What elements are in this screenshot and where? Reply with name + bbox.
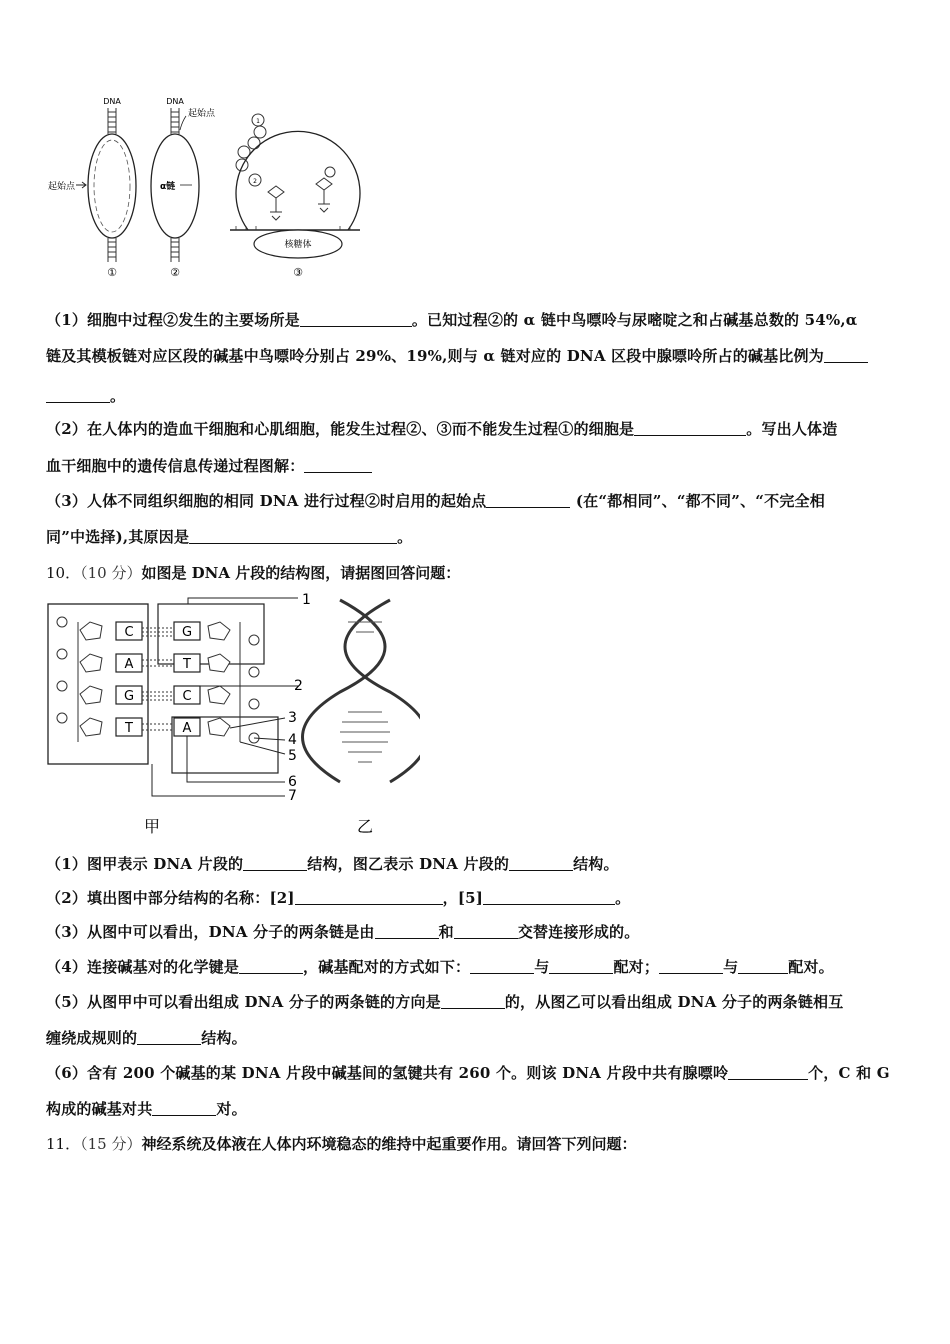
answer-blank[interactable]: [239, 957, 303, 974]
dna-ladder-bottom-2: [171, 238, 179, 262]
answer-blank[interactable]: [634, 419, 746, 436]
bead: [254, 126, 266, 138]
base-right: C: [182, 689, 192, 704]
dna-ladder-top-2: [171, 108, 179, 134]
answer-blank[interactable]: [300, 310, 412, 327]
answer-blank[interactable]: [549, 957, 613, 974]
phosphate-group-right: [249, 635, 259, 743]
svg-text:2: 2: [253, 178, 257, 185]
transcription-translation-figure: [40, 92, 370, 282]
answer-blank[interactable]: [728, 1063, 808, 1080]
bead: [248, 137, 260, 149]
trna-left: [268, 186, 284, 220]
answer-blank[interactable]: [46, 386, 110, 403]
base-left: A: [124, 657, 134, 672]
start-point-label-top: 起始点: [188, 109, 216, 119]
caption-yi: 乙: [356, 817, 374, 836]
answer-blank[interactable]: [295, 888, 443, 905]
q9-sub3-line2: 同”中选择),其原因是 。: [46, 528, 413, 546]
q9-sub2-line2: 血干细胞中的遗传信息传递过程图解：: [46, 448, 906, 484]
ribosome-label: 核糖体: [284, 240, 312, 250]
base-left: C: [124, 625, 134, 640]
q10-sub6-line2: 构成的碱基对共 对。: [46, 1100, 247, 1118]
label-1: 1: [302, 592, 311, 608]
dna-structure-figure: [40, 592, 420, 842]
dna-label-2: DNA: [166, 97, 184, 106]
q10-sub6: （6）含有 200 个碱基的某 DNA 片段中碱基间的氢键共有 260 个。则该 DNA 片段中共有腺嘌呤 个，C 和 G: [46, 1064, 890, 1082]
q10-sub5-line2: 缠绕成规则的 结构。: [46, 1029, 247, 1047]
q9-sub1-line3: 。: [46, 378, 906, 414]
start-point-arrow-icon: [76, 182, 86, 188]
trna-right: [316, 167, 335, 212]
deoxyribose-left: [80, 622, 102, 736]
label-4: 4: [288, 732, 297, 748]
label-2: 2: [294, 678, 303, 694]
circle-number-3: ③: [293, 266, 303, 279]
phosphate-group-left: [57, 617, 67, 723]
alpha-chain-label: α链: [160, 182, 176, 192]
answer-blank[interactable]: [659, 957, 723, 974]
q9-sub1-line2: 链及其模板链对应区段的碱基中鸟嘌呤分别占 29%、19%,则与 α 链对应的 DNA 区段中腺嘌呤所占的碱基比例为: [46, 338, 906, 374]
q10-sub5: （5）从图甲中可以看出组成 DNA 分子的两条链的方向是 的，从图乙可以看出组成 DNA 分子的两条链相互: [46, 993, 844, 1011]
base-left: T: [125, 721, 133, 736]
answer-blank[interactable]: [375, 922, 439, 939]
answer-blank[interactable]: [486, 491, 570, 508]
answer-blank[interactable]: [189, 527, 397, 544]
replication-bubble: [88, 134, 136, 238]
label-3: 3: [288, 710, 297, 726]
q10-sub3: （3）从图中可以看出，DNA 分子的两条链是由 和 交替连接形成的。: [46, 923, 640, 941]
deoxyribose-right: [208, 622, 230, 736]
answer-blank[interactable]: [509, 854, 573, 871]
q10-sub2: （2）填出图中部分结构的名称：[2] ，[5] 。: [46, 889, 631, 907]
q10-sub4: （4）连接碱基对的化学键是 ，碱基配对的方式如下： 与 配对； 与 配对。: [46, 958, 834, 976]
base-right: A: [182, 721, 192, 736]
answer-blank[interactable]: [483, 888, 615, 905]
answer-blank[interactable]: [441, 992, 505, 1009]
answer-blank[interactable]: [824, 346, 868, 363]
label-5: 5: [288, 748, 297, 764]
base-left: G: [123, 689, 135, 704]
label-7: 7: [288, 788, 297, 804]
q9-sub2: （2）在人体内的造血干细胞和心肌细胞，能发生过程②、③而不能发生过程①的细胞是 。写出人体造: [46, 420, 838, 438]
base-right: G: [181, 625, 193, 640]
answer-blank[interactable]: [738, 957, 788, 974]
q9-sub3: （3）人体不同组织细胞的相同 DNA 进行过程②时启用的起始点 (在“都相同”、“都不同”、“不完全相: [46, 492, 825, 510]
answer-blank[interactable]: [137, 1028, 201, 1045]
caption-jia: 甲: [143, 817, 161, 836]
label-6: 6: [288, 774, 297, 790]
q11-header: 11．（15 分）神经系统及体液在人体内环境稳态的维持中起重要作用。请回答下列问题：: [46, 1135, 637, 1153]
q9-sub1: （1）细胞中过程②发生的主要场所是 。已知过程②的 α 链中鸟嘌呤与尿嘧啶之和占碱基总数的 54%,α: [46, 311, 858, 329]
dna-label-1: DNA: [103, 97, 121, 106]
q10-header: 10．（10 分）如图是 DNA 片段的结构图，请据图回答问题：: [46, 564, 461, 582]
svg-text:1: 1: [256, 118, 260, 125]
answer-blank[interactable]: [304, 456, 372, 473]
answer-blank[interactable]: [152, 1099, 216, 1116]
base-right: T: [183, 657, 191, 672]
circle-number-2: ②: [170, 266, 180, 279]
double-helix: [303, 600, 421, 782]
dna-ladder-bottom-1: [108, 238, 116, 262]
dna-ladder-top-1: [108, 108, 116, 134]
start-point-label-left: 起始点: [48, 182, 76, 192]
answer-blank[interactable]: [243, 854, 307, 871]
answer-blank[interactable]: [454, 922, 518, 939]
q10-sub1: （1）图甲表示 DNA 片段的 结构，图乙表示 DNA 片段的 结构。: [46, 855, 619, 873]
answer-blank[interactable]: [470, 957, 534, 974]
circle-number-1: ①: [107, 266, 117, 279]
